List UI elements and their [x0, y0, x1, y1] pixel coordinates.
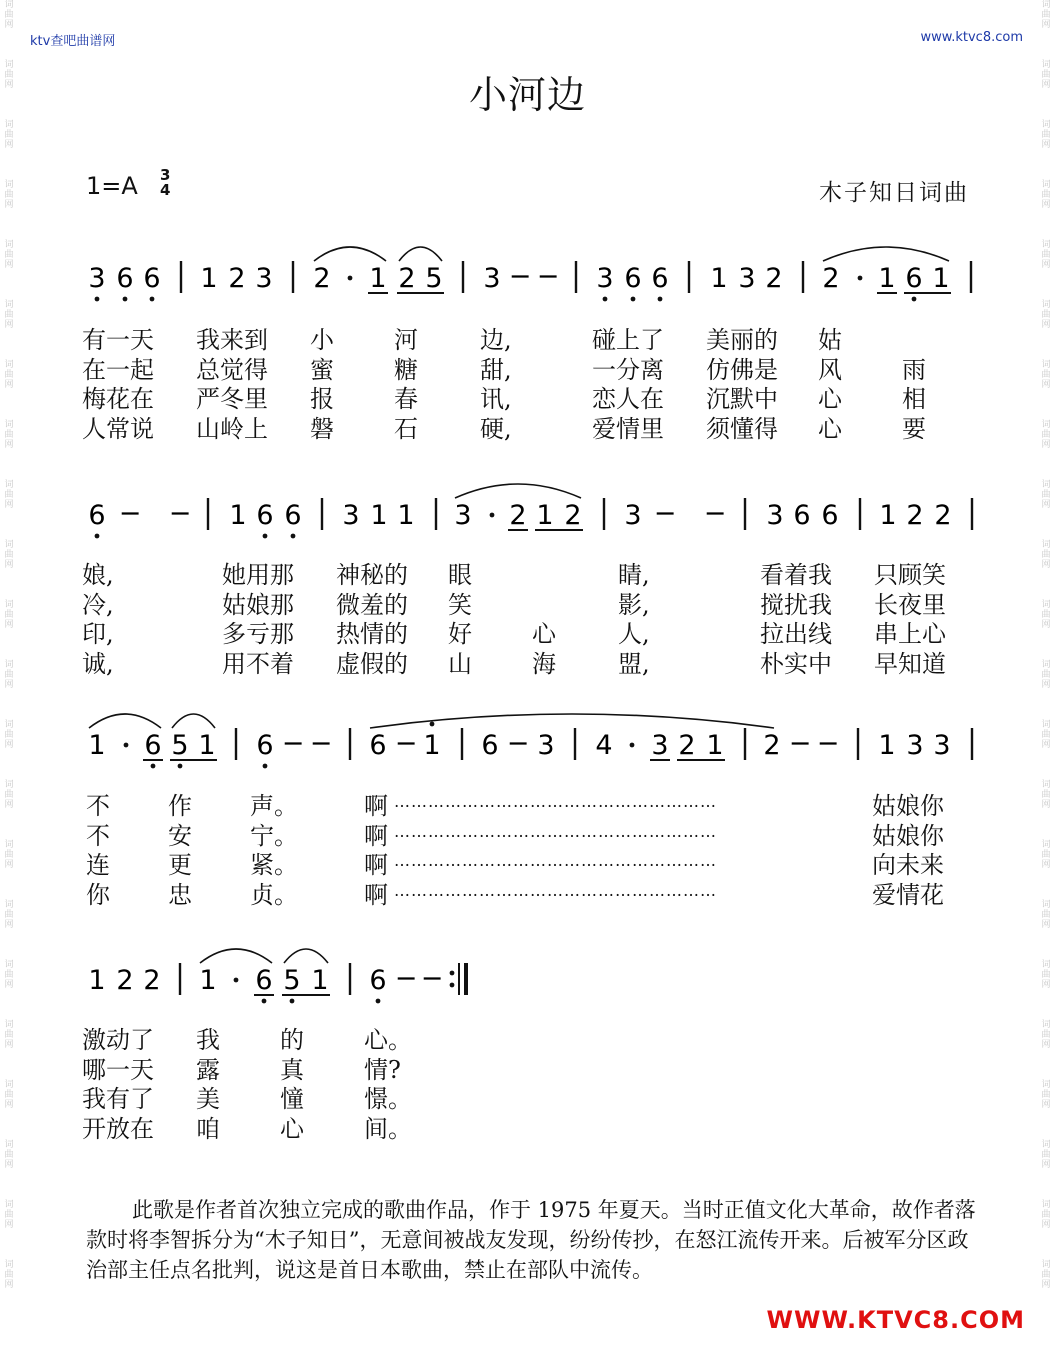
lyric-word: 甜,	[480, 355, 512, 384]
lyric-word: 磐	[310, 414, 334, 443]
lyric-word: 哪一天	[82, 1055, 154, 1084]
side-watermark-text: 词 曲 网	[1041, 360, 1051, 390]
lyric-word: 春	[394, 385, 418, 413]
dash-extension: −	[420, 963, 444, 994]
note-digit: 1	[536, 500, 554, 531]
lyric-word: 更	[168, 851, 192, 879]
low-octave-dot	[151, 764, 156, 769]
lyric-word: 啊	[364, 880, 388, 909]
dash-extension: −	[536, 261, 560, 292]
note-digit: 3	[342, 500, 360, 531]
note-digit: 3	[738, 263, 756, 294]
watermark-top-right[interactable]: www.ktvc8.com	[920, 30, 1023, 45]
lyric-word: 笑	[448, 590, 472, 619]
watermark-logo[interactable]: WWW.KTVC8.COM	[766, 1306, 1025, 1334]
side-watermark-text: 词 曲 网	[4, 480, 14, 510]
side-watermark-text: 词 曲 网	[4, 120, 14, 150]
side-watermark-text: 词 曲 网	[1041, 1260, 1051, 1290]
note-digit: 6	[369, 730, 387, 761]
note-digit: 2	[398, 263, 416, 294]
side-watermark-text: 词 曲 网	[4, 1080, 14, 1110]
note-digit: 1	[229, 500, 247, 531]
note-digit: 1	[198, 730, 216, 761]
note-digit: 3	[255, 263, 273, 294]
slur-arc	[314, 247, 386, 261]
lyric-word: 心	[532, 620, 556, 648]
low-octave-dot	[290, 999, 295, 1004]
lyric-word: 紧。	[250, 851, 298, 879]
melisma-dots: …………………………………………………	[394, 821, 717, 841]
lyric-word: 情?	[364, 1055, 401, 1084]
note-digit: 1	[311, 965, 329, 996]
lyric-word: 姑娘你	[872, 792, 944, 820]
lyric-word: 长夜里	[874, 590, 946, 619]
note-digit: 1	[369, 263, 387, 294]
note-digit: 6	[88, 500, 106, 531]
note-digit: 4	[595, 730, 613, 761]
note-digit: 1	[397, 500, 415, 531]
lyric-word: 爱情里	[592, 414, 664, 443]
dash-extension: −	[394, 963, 418, 994]
slur-arc	[172, 714, 215, 728]
note-digit: 3	[537, 730, 555, 761]
lyric-word: 边,	[480, 326, 512, 354]
note-digit: 6	[905, 263, 923, 294]
note-digit: 2	[509, 500, 527, 531]
side-watermark-text: 词 曲 网	[4, 780, 14, 810]
lyric-word: 神秘的	[336, 561, 408, 589]
lyric-word: 姑娘那	[222, 590, 294, 619]
lyric-word: 盟,	[618, 649, 650, 678]
lyric-word: 影,	[618, 590, 650, 619]
slur-arc	[284, 949, 328, 963]
side-watermark-text: 词 曲 网	[1041, 420, 1051, 450]
lyric-word: 讯,	[480, 385, 512, 413]
side-watermark-text: 词 曲 网	[1041, 180, 1051, 210]
side-watermark-text: 词 曲 网	[4, 60, 14, 90]
lyric-word: 心	[818, 385, 842, 413]
side-watermark-text: 词 曲 网	[4, 420, 14, 450]
lyric-word: 总觉得	[196, 355, 268, 384]
note-digit: 1	[878, 730, 896, 761]
lyric-word: 山岭上	[196, 414, 268, 443]
dash-extension: −	[309, 728, 333, 759]
lyric-word: 人常说	[82, 414, 154, 443]
note-digit: 2	[678, 730, 696, 761]
side-watermark-text: 词 曲 网	[1041, 960, 1051, 990]
lyric-word: 碰上了	[592, 326, 664, 354]
note-digit: 2	[228, 263, 246, 294]
note-digit: 6	[624, 263, 642, 294]
lyric-word: 有一天	[82, 326, 154, 354]
lyric-word: 仿佛是	[706, 355, 778, 384]
low-octave-dot	[658, 297, 663, 302]
lyric-word: 我	[196, 1026, 220, 1054]
note-digit: 2	[313, 263, 331, 294]
key-signature: 1=A	[86, 172, 138, 200]
side-watermark-text: 词 曲 网	[4, 1140, 14, 1170]
lyric-word: 姑娘你	[872, 821, 944, 850]
side-watermark-text: 词 曲 网	[4, 180, 14, 210]
note-digit: 3	[483, 263, 501, 294]
note-digit: 1	[200, 263, 218, 294]
lyric-word: 搅扰我	[760, 590, 832, 619]
lyric-word: 我来到	[196, 326, 268, 354]
lyric-word: 拉出线	[760, 620, 832, 648]
augmentation-dot	[490, 513, 495, 518]
note-digit: 2	[765, 263, 783, 294]
note-digit: 6	[821, 500, 839, 531]
lyric-word: 开放在	[82, 1114, 154, 1143]
lyric-word: 雨	[902, 355, 926, 384]
lyric-word: 热情的	[336, 620, 408, 648]
lyric-word: 不	[86, 821, 110, 850]
lyric-word: 一分离	[592, 355, 664, 384]
note-digit: 1	[88, 730, 106, 761]
low-octave-dot	[263, 764, 268, 769]
lyric-word: 你	[86, 880, 110, 909]
lyric-word: 用不着	[222, 649, 294, 678]
lyric-word: 憬。	[364, 1085, 412, 1113]
low-octave-dot	[603, 297, 608, 302]
note-digit: 3	[933, 730, 951, 761]
meter-top: 3	[160, 166, 171, 184]
lyric-word: 美	[196, 1085, 220, 1113]
lyric-word: 石	[394, 414, 418, 443]
side-watermark-text: 词 曲 网	[4, 840, 14, 870]
augmentation-dot	[630, 743, 635, 748]
lyric-word: 心	[818, 414, 842, 443]
lyric-word: 串上心	[874, 620, 946, 648]
lyric-word: 安	[168, 821, 192, 850]
lyric-word: 相	[902, 385, 926, 413]
slur-arc	[89, 714, 161, 728]
note-digit: 5	[283, 965, 301, 996]
slur-arc	[399, 247, 442, 261]
note-digit: 5	[425, 263, 443, 294]
augmentation-dot	[124, 743, 129, 748]
note-digit: 1	[706, 730, 724, 761]
note-digit: 6	[793, 500, 811, 531]
side-watermark-text: 词 曲 网	[1041, 120, 1051, 150]
lyric-word: 爱情花	[872, 880, 944, 909]
lyric-word: 不	[86, 792, 110, 820]
note-digit: 3	[596, 263, 614, 294]
side-watermark-text: 词 曲 网	[1041, 0, 1051, 30]
slur-arc	[200, 949, 272, 963]
side-watermark-text: 词 曲 网	[4, 300, 14, 330]
side-watermark-text: 词 曲 网	[4, 1260, 14, 1290]
lyric-word: 虚假的	[336, 649, 408, 678]
lyric-word: 诚,	[82, 649, 114, 678]
lyric-word: 沉默中	[706, 385, 778, 413]
lyric-word: 微羞的	[336, 590, 408, 619]
lyric-word: 声。	[250, 792, 298, 820]
note-digit: 6	[481, 730, 499, 761]
watermark-top-left[interactable]: ktv查吧曲谱网	[30, 34, 116, 49]
slur-arc	[823, 247, 949, 261]
dash-extension: −	[168, 498, 192, 529]
lyric-word: 激动了	[82, 1026, 154, 1054]
low-octave-dot	[95, 534, 100, 539]
slur-arc	[455, 484, 581, 498]
lyric-word: 啊	[364, 792, 388, 820]
note-digit: 3	[651, 730, 669, 761]
note-digit: 6	[116, 263, 134, 294]
note-digit: 6	[651, 263, 669, 294]
credit: 木子知日词曲	[819, 180, 969, 206]
melisma-dots: …………………………………………………	[394, 851, 717, 870]
dash-extension: −	[506, 728, 530, 759]
augmentation-dot	[858, 276, 863, 281]
note-digit: 1	[878, 263, 896, 294]
lyric-word: 糖	[394, 355, 418, 384]
lyric-word: 向未来	[872, 851, 944, 879]
note-digit: 3	[454, 500, 472, 531]
lyric-word: 严冬里	[196, 385, 268, 413]
note-digit: 6	[255, 965, 273, 996]
dash-extension: −	[788, 728, 812, 759]
side-watermark-text: 词 曲 网	[4, 0, 14, 30]
note-digit: 5	[171, 730, 189, 761]
lyric-word: 早知道	[874, 649, 946, 678]
lyric-word: 睛,	[618, 561, 650, 589]
dash-extension: −	[394, 728, 418, 759]
note-digit: 3	[88, 263, 106, 294]
note-digit: 2	[143, 965, 161, 996]
lyric-word: 人,	[618, 620, 650, 648]
side-watermark-text: 词 曲 网	[4, 600, 14, 630]
lyric-word: 多亏那	[222, 620, 294, 648]
lyric-word: 眼	[448, 561, 472, 589]
side-watermark-text: 词 曲 网	[1041, 1140, 1051, 1170]
augmentation-dot	[348, 276, 353, 281]
side-watermark-text: 词 曲 网	[4, 900, 14, 930]
lyric-word: 忠	[168, 880, 192, 909]
lyric-word: 要	[902, 414, 926, 443]
side-watermark-text: 词 曲 网	[1041, 840, 1051, 870]
note-digit: 2	[934, 500, 952, 531]
note-digit: 2	[822, 263, 840, 294]
dash-extension: −	[281, 728, 305, 759]
side-watermark-text: 词 曲 网	[1041, 900, 1051, 930]
note-digit: 6	[143, 263, 161, 294]
low-octave-dot	[178, 764, 183, 769]
note-digit: 2	[906, 500, 924, 531]
lyric-word: 作	[168, 792, 192, 820]
lyric-word: 的	[280, 1026, 304, 1054]
lyric-word: 咱	[196, 1114, 220, 1143]
low-octave-dot	[95, 297, 100, 302]
note-digit: 1	[199, 965, 217, 996]
lyric-word: 恋人在	[592, 385, 664, 413]
side-watermark-text: 词 曲 网	[1041, 60, 1051, 90]
note-digit: 2	[116, 965, 134, 996]
side-watermark-text: 词 曲 网	[1041, 600, 1051, 630]
lyric-word: 她用那	[222, 561, 294, 589]
lyric-word: 朴实中	[760, 649, 832, 678]
lyric-word: 露	[196, 1055, 220, 1084]
lyric-word: 啊	[364, 851, 388, 879]
lyric-word: 贞。	[250, 880, 298, 909]
lyric-word: 在一起	[82, 355, 154, 384]
lyric-word: 姑	[818, 326, 842, 354]
lyric-word: 真	[280, 1055, 304, 1084]
song-note: 此歌是作者首次独立完成的歌曲作品，作于 1975 年夏天。当时正值文化大革命，故作者落款时将李智拆分为“木子知日”，无意间被战友发现，纷纷传抄，在怒江流传开来。后被军分区政治部主任点名批判，说这是首日本歌曲，禁止在部队中流传。	[86, 1198, 976, 1282]
lyric-word: 海	[532, 649, 556, 678]
melisma-dots: …………………………………………………	[394, 880, 717, 900]
dash-extension: −	[653, 498, 677, 529]
side-watermark-text: 词 曲 网	[4, 1020, 14, 1050]
side-watermark-text: 词 曲 网	[1041, 480, 1051, 510]
lyric-word: 小	[310, 326, 334, 354]
side-watermark-text: 词 曲 网	[1041, 1200, 1051, 1230]
lyric-word: 心	[280, 1114, 304, 1143]
lyric-word: 间。	[364, 1114, 412, 1143]
note-digit: 3	[766, 500, 784, 531]
note-digit: 1	[423, 730, 441, 761]
lyric-word: 硬,	[480, 414, 512, 443]
lyric-word: 山	[448, 649, 472, 678]
note-digit: 2	[763, 730, 781, 761]
repeat-dot	[450, 983, 455, 988]
high-octave-dot	[430, 722, 435, 727]
meter-bottom: 4	[160, 181, 171, 199]
side-watermark-text: 词 曲 网	[4, 660, 14, 690]
lyric-word: 蜜	[310, 355, 334, 384]
lyric-word: 河	[394, 326, 418, 354]
lyric-word: 冷,	[82, 590, 114, 619]
low-octave-dot	[912, 297, 917, 302]
lyric-word: 报	[310, 385, 334, 413]
dash-extension: −	[118, 498, 142, 529]
lyric-word: 娘,	[82, 561, 114, 589]
side-watermark-text: 词 曲 网	[4, 240, 14, 270]
note-digit: 3	[906, 730, 924, 761]
lyric-word: 我有了	[82, 1085, 154, 1113]
lyric-word: 须懂得	[706, 414, 778, 443]
note-digit: 6	[256, 500, 274, 531]
lyric-word: 连	[86, 851, 110, 879]
melisma-dots: …………………………………………………	[394, 792, 717, 811]
low-octave-dot	[123, 297, 128, 302]
lyric-word: 看着我	[760, 561, 832, 589]
lyric-word: 印,	[82, 620, 114, 648]
lyric-word: 只顾笑	[874, 561, 946, 589]
low-octave-dot	[262, 999, 267, 1004]
lyric-word: 美丽的	[706, 326, 778, 354]
note-digit: 6	[369, 965, 387, 996]
side-watermark-text: 词 曲 网	[1041, 240, 1051, 270]
low-octave-dot	[291, 534, 296, 539]
note-digit: 2	[564, 500, 582, 531]
dash-extension: −	[703, 498, 727, 529]
side-watermark-text: 词 曲 网	[1041, 1080, 1051, 1110]
side-watermark-text: 词 曲 网	[1041, 1020, 1051, 1050]
side-watermark-text: 词 曲 网	[4, 360, 14, 390]
side-watermark-text: 词 曲 网	[4, 960, 14, 990]
low-octave-dot	[150, 297, 155, 302]
side-watermark-text: 词 曲 网	[1041, 780, 1051, 810]
lyric-word: 憧	[280, 1085, 304, 1113]
note-digit: 6	[256, 730, 274, 761]
side-watermark-text: 词 曲 网	[1041, 660, 1051, 690]
repeat-dot	[450, 971, 455, 976]
side-watermark-text: 词 曲 网	[1041, 300, 1051, 330]
lyric-word: 风	[818, 355, 842, 384]
lyric-word: 梅花在	[82, 385, 154, 413]
side-watermark-text: 词 曲 网	[1041, 720, 1051, 750]
side-watermark-text: 词 曲 网	[1041, 540, 1051, 570]
note-digit: 1	[932, 263, 950, 294]
lyric-word: 宁。	[250, 821, 298, 850]
note-digit: 6	[144, 730, 162, 761]
low-octave-dot	[263, 534, 268, 539]
song-title: 小河边	[468, 73, 586, 117]
note-digit: 1	[370, 500, 388, 531]
note-digit: 1	[879, 500, 897, 531]
lyric-word: 啊	[364, 821, 388, 850]
dash-extension: −	[508, 261, 532, 292]
note-digit: 1	[88, 965, 106, 996]
dash-extension: −	[816, 728, 840, 759]
lyric-word: 心。	[364, 1026, 412, 1054]
augmentation-dot	[234, 978, 239, 983]
note-digit: 6	[284, 500, 302, 531]
side-watermark-text: 词 曲 网	[4, 540, 14, 570]
note-digit: 3	[624, 500, 642, 531]
low-octave-dot	[376, 999, 381, 1004]
side-watermark-text: 词 曲 网	[4, 720, 14, 750]
side-watermark-text: 词 曲 网	[4, 1200, 14, 1230]
low-octave-dot	[631, 297, 636, 302]
note-digit: 1	[710, 263, 728, 294]
lyric-word: 好	[448, 620, 472, 648]
